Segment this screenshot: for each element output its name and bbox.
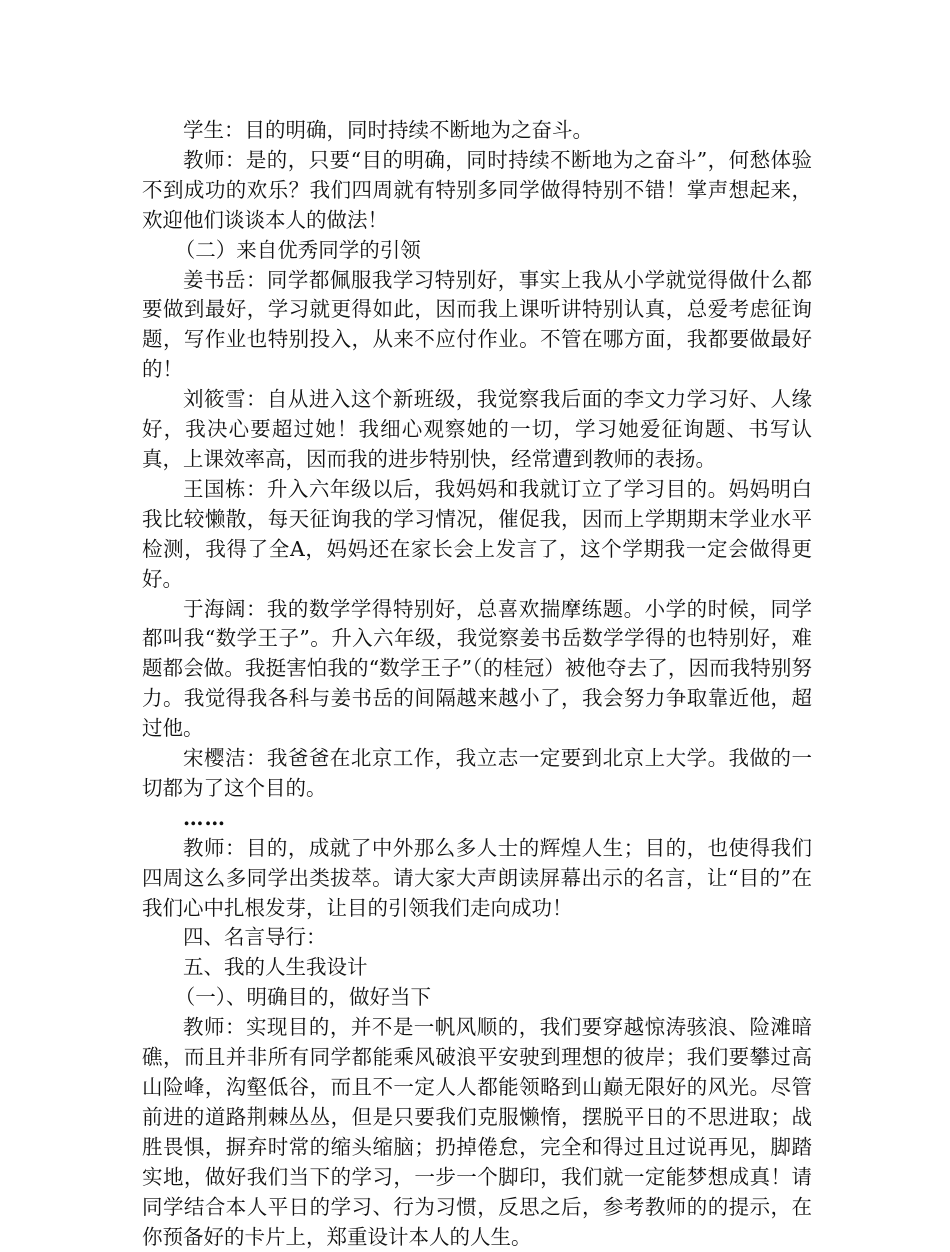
paragraph-teacher-conclusion: 教师：实现目的，并不是一帆风顺的，我们要穿越惊涛骇浪、险滩暗礁，而且并非所有同学都能乘风破浪平安驶到理想的彼岸；我们要攀过高山险峰，沟壑低谷，而且不一定人人都能领略到山巅无限好的风光。尽管前进的道路荆棘丛丛，但是只要我们克服懒惰，摆脱平日的不思进取；战胜畏惧，摒弃时常的缩头缩脑；扔掉倦怠，完全和得过且过说再见，脚踏实地，做好我们当下的学习，一步一个脚印，我们就一定能梦想成真！请同学结合本人平日的学习、行为习惯，反思之后，参考教师的的提示，在你预备好的卡片上，郑重设计本人的人生。 <box>142 1015 812 1249</box>
document-page <box>142 116 812 1252</box>
paragraph-liu-xiaoxue: 刘筱雪：自从进入这个新班级，我觉察我后面的李文力学习好、人缘好，我决心要超过她！我细心观察她的一切，学习她爱征询题、书写认真，上课效率高，因而我的进步特别快，经常遭到教师的表扬。 <box>142 387 812 471</box>
paragraph-teacher-response: 教师：是的，只要“目的明确，同时持续不断地为之奋斗”，何愁体验不到成功的欢乐？我们四周就有特别多同学做得特别不错！掌声想起来，欢迎他们谈谈本人的做法！ <box>142 147 812 232</box>
paragraph-song-yingjie: 宋樱洁：我爸爸在北京工作，我立志一定要到北京上大学。我做的一切都为了这个目的。 <box>142 746 812 800</box>
paragraph-teacher-goals: 教师：目的，成就了中外那么多人士的辉煌人生；目的，也使得我们四周这么多同学出类拔萃。请大家大声朗读屏幕出示的名言，让“目的”在我们心中扎根发芽，让目的引领我们走向成功！ <box>142 835 812 920</box>
subsection-heading-clear-goals: （一）、明确目的，做好当下 <box>174 985 432 1010</box>
paragraph-student-answer: 学生：目的明确，同时持续不断地为之奋斗。 <box>183 118 593 142</box>
section-heading-quotes: 四、名言导行： <box>183 925 327 950</box>
paragraph-jiang-shuyue: 姜书岳：同学都佩服我学习特别好，事实上我从小学就觉得做什么都要做到最好，学习就更得如此，因而我上课听讲特别认真，总爱考虑征询题，写作业也特别投入，从来不应付作业。不管在哪方面，我都要做最好的！ <box>142 267 812 382</box>
paragraph-wang-guodong: 王国栋：升入六年级以后，我妈妈和我就订立了学习目的。妈妈明白我比较懒散，每天征询我的学习情况，催促我，因而上学期期末学业水平检测，我得了全A，妈妈还在家长会上发言了，这个学期我一定会做得更好。 <box>142 476 812 591</box>
ellipsis-marker: …… <box>183 805 226 830</box>
section-heading-peer-guidance: （二）来自优秀同学的引领 <box>174 237 421 262</box>
section-heading-life-design: 五、我的人生我设计 <box>183 955 368 980</box>
paragraph-yu-haikuo: 于海阔：我的数学学得特别好，总喜欢揣摩练题。小学的时候，同学都叫我“数学王子”。升入六年级，我觉察姜书岳数学学得的也特别好，难题都会做。我挺害怕我的“数学王子”（的桂冠）被他夺去了，因而我特别努力。我觉得我各科与姜书岳的间隔越来越小了，我会努力争取靠近他，超过他。 <box>142 596 812 741</box>
